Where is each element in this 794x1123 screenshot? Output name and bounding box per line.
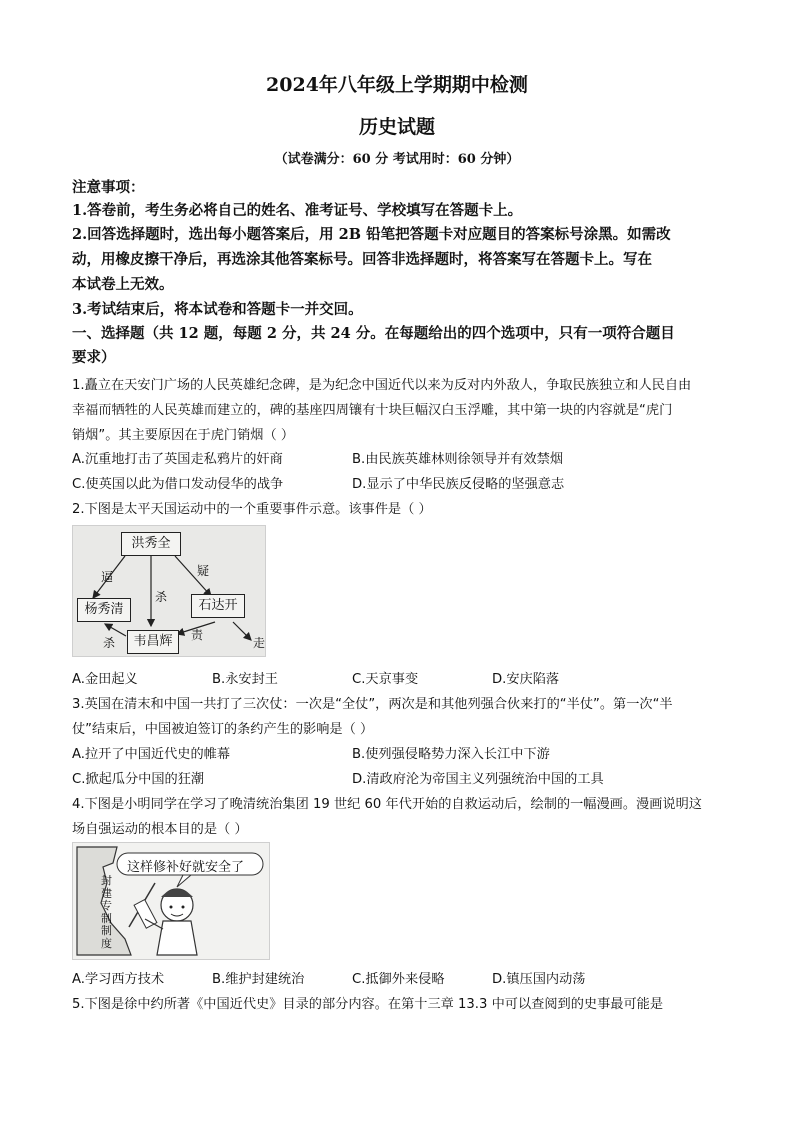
q1-stem-line-3: 销烟”。其主要原因在于虎门销烟（ ）	[72, 428, 295, 443]
q4-option-d[interactable]: D.镇压国内动荡	[492, 972, 586, 987]
q3-option-d[interactable]: D.清政府沦为帝国主义列强统治中国的工具	[352, 772, 604, 787]
q3-option-c[interactable]: C.掀起瓜分中国的狂潮	[72, 772, 205, 787]
edge-label-sha-2: 杀	[103, 636, 116, 650]
q1-stem-line-1: 1.矗立在天安门广场的人民英雄纪念碑，是为纪念中国近代以来为反对内外敌人，争取民族独立和人民自由	[72, 378, 692, 393]
edge-label-zou: 走	[253, 636, 266, 650]
q2-option-c[interactable]: C.天京事变	[352, 672, 419, 687]
q3-stem-line-2: 仗”结束后，中国被迫签订的条约产生的影响是（ ）	[72, 722, 374, 737]
q1-stem-line-2: 幸福而牺牲的人民英雄而建立的，碑的基座四周镶有十块巨幅汉白玉浮雕，其中第一块的内容就是“虎门	[72, 403, 673, 418]
section1-heading: 一、选择题（共 12 题，每题 2 分，共 24 分。在每题给出的四个选项中，只有一项符合题目	[72, 325, 675, 342]
wall-char: 制	[101, 924, 112, 937]
q3-option-b[interactable]: B.使列强侵略势力深入长江中下游	[352, 747, 550, 762]
wall-char: 度	[101, 936, 112, 950]
notice-line-4: 本试卷上无效。	[72, 276, 174, 293]
edge-label-ze: 责	[191, 628, 204, 642]
q4-option-a[interactable]: A.学习西方技术	[72, 972, 165, 987]
q4-stem-line-1: 4.下图是小明同学在学习了晚清统治集团 19 世纪 60 年代开始的自救运动后，绘制的一幅漫画。漫画说明这	[72, 797, 702, 812]
q5-stem: 5.下图是徐中约所著《中国近代史》目录的部分内容。在第十三章 13.3 中可以查阅到的史事最可能是	[72, 997, 664, 1012]
q1-option-c[interactable]: C.使英国以此为借口发动侵华的战争	[72, 477, 284, 492]
cartoon-speech: 这样修补好就安全了	[127, 860, 245, 875]
node-wei-changhui: 韦昌辉	[127, 630, 179, 654]
node-yang-xiuqing: 杨秀清	[77, 598, 131, 622]
notice-line-5: 3.考试结束后，将本试卷和答题卡一并交回。	[72, 301, 363, 318]
wall-char: 专	[101, 899, 112, 912]
exam-subject: 历史试题	[358, 116, 435, 138]
wall-char: 建	[101, 886, 112, 900]
exam-title: 2024年八年级上学期期中检测	[266, 74, 528, 96]
q2-option-a[interactable]: A.金田起义	[72, 672, 138, 687]
q1-option-b[interactable]: B.由民族英雄林则徐领导并有效禁烟	[352, 452, 564, 467]
edge-label-yi: 疑	[197, 564, 210, 578]
q3-option-a[interactable]: A.拉开了中国近代史的帷幕	[72, 747, 231, 762]
notice-line-3: 动，用橡皮擦干净后，再选涂其他答案标号。回答非选择题时，将答案写在答题卡上。写在	[72, 251, 652, 268]
edge-label-bi: 逼	[101, 570, 114, 584]
q4-option-b[interactable]: B.维护封建统治	[212, 972, 305, 987]
q4-cartoon	[72, 842, 270, 960]
notice-heading: 注意事项：	[72, 179, 145, 196]
section1-heading-cont: 要求）	[72, 349, 116, 366]
q4-option-c[interactable]: C.抵御外来侵略	[352, 972, 445, 987]
q1-option-d[interactable]: D.显示了中华民族反侵略的坚强意志	[352, 477, 565, 492]
wall-char: 封	[101, 874, 112, 887]
wall-char: 制	[101, 911, 112, 925]
q1-option-a[interactable]: A.沉重地打击了英国走私鸦片的奸商	[72, 452, 283, 467]
notice-line-2: 2.回答选择题时，选出每小题答案后，用 2B 铅笔把答题卡对应题目的答案标号涂黑。如需改	[72, 226, 671, 243]
cartoon-wall-text	[101, 875, 115, 950]
exam-info: （试卷满分：60 分 考试用时：60 分钟）	[274, 152, 520, 167]
notice-line-1: 1.答卷前，考生务必将自己的姓名、准考证号、学校填写在答题卡上。	[72, 202, 523, 219]
node-hong-xiuquan: 洪秀全	[121, 532, 181, 556]
edge-label-sha-1: 杀	[155, 590, 168, 604]
q3-stem-line-1: 3.英国在清末和中国一共打了三次仗：一次是“全仗”，两次是和其他列强合伙来打的“半仗”。第一次“半	[72, 697, 673, 712]
q2-option-b[interactable]: B.永安封王	[212, 672, 278, 687]
q2-stem: 2.下图是太平天国运动中的一个重要事件示意。该事件是（ ）	[72, 502, 432, 517]
q2-option-d[interactable]: D.安庆陷落	[492, 672, 560, 687]
q2-diagram	[72, 525, 266, 657]
q4-stem-line-2: 场自强运动的根本目的是（ ）	[72, 822, 248, 837]
node-shi-dakai: 石达开	[191, 594, 245, 618]
